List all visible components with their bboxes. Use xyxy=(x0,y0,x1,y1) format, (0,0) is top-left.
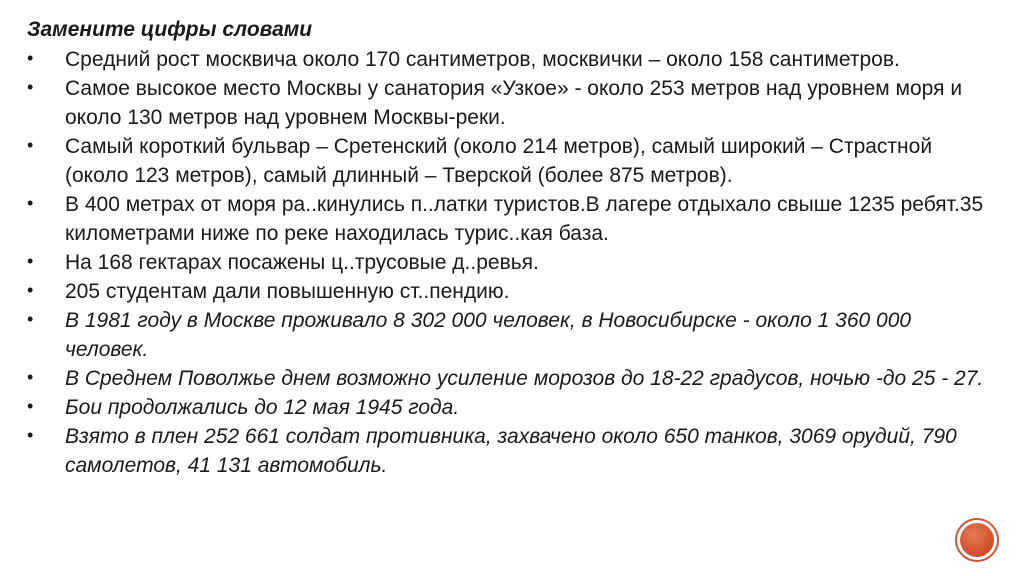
list-item xyxy=(27,132,987,190)
bullet-icon: • xyxy=(27,396,34,416)
list-item xyxy=(27,393,987,422)
bullet-icon: • xyxy=(27,193,34,213)
circle-badge-fill xyxy=(960,523,994,557)
bullet-icon: • xyxy=(27,135,34,155)
list-item xyxy=(27,306,987,364)
list-item-text: В 1981 году в Москве проживало 8 302 000 человек, в Новосибирске - около 1 360 000 человек. xyxy=(65,309,912,361)
bullet-icon: • xyxy=(27,280,34,300)
list-item xyxy=(27,45,987,74)
slide-title: Замените цифры словами xyxy=(27,18,313,41)
bullet-icon: • xyxy=(27,425,34,445)
list-item-text: Самый короткий бульвар – Сретенский (около 214 метров), самый широкий – Страстной (около 123 метров), самый длинный – Тверской (более 875 метров). xyxy=(65,135,933,187)
list-item xyxy=(27,190,987,248)
list-item-text: На 168 гектарах посажены ц..трусовые д..ревья. xyxy=(65,251,539,274)
bullet-icon: • xyxy=(27,367,34,387)
bullet-icon: • xyxy=(27,48,34,68)
list-item xyxy=(27,74,987,132)
list-item xyxy=(27,364,987,393)
circle-badge-icon xyxy=(955,518,999,562)
list-item-text: Средний рост москвича около 170 сантиметров, москвички – около 158 сантиметров. xyxy=(65,48,900,71)
list-item-text: Бои продолжались до 12 мая 1945 года. xyxy=(65,396,460,419)
list-item-text: В 400 метрах от моря ра..кинулись п..латки туристов.В лагере отдыхало свыше 1235 ребят.35 километрами ниже по реке находилась турис..кая база. xyxy=(65,193,984,245)
list-item xyxy=(27,248,987,277)
list-item-text: Самое высокое место Москвы у санатория «Узкое» - около 253 метров над уровнем моря и около 130 метров над уровнем Москвы-реки. xyxy=(65,77,963,129)
bullet-icon: • xyxy=(27,77,34,97)
list-item-text: Взято в плен 252 661 солдат противника, захвачено около 650 танков, 3069 орудий, 790 самолетов, 41 131 автомобиль. xyxy=(65,425,957,477)
bullet-icon: • xyxy=(27,251,34,271)
list-item-text: В Среднем Поволжье днем возможно усиление морозов до 18-22 градусов, ночью -до 25 - 27. xyxy=(65,367,984,390)
list-item xyxy=(27,422,987,480)
list-item-text: 205 студентам дали повышенную ст..пендию. xyxy=(65,280,510,303)
bullet-list xyxy=(27,45,987,480)
list-item xyxy=(27,277,987,306)
bullet-icon: • xyxy=(27,309,34,329)
